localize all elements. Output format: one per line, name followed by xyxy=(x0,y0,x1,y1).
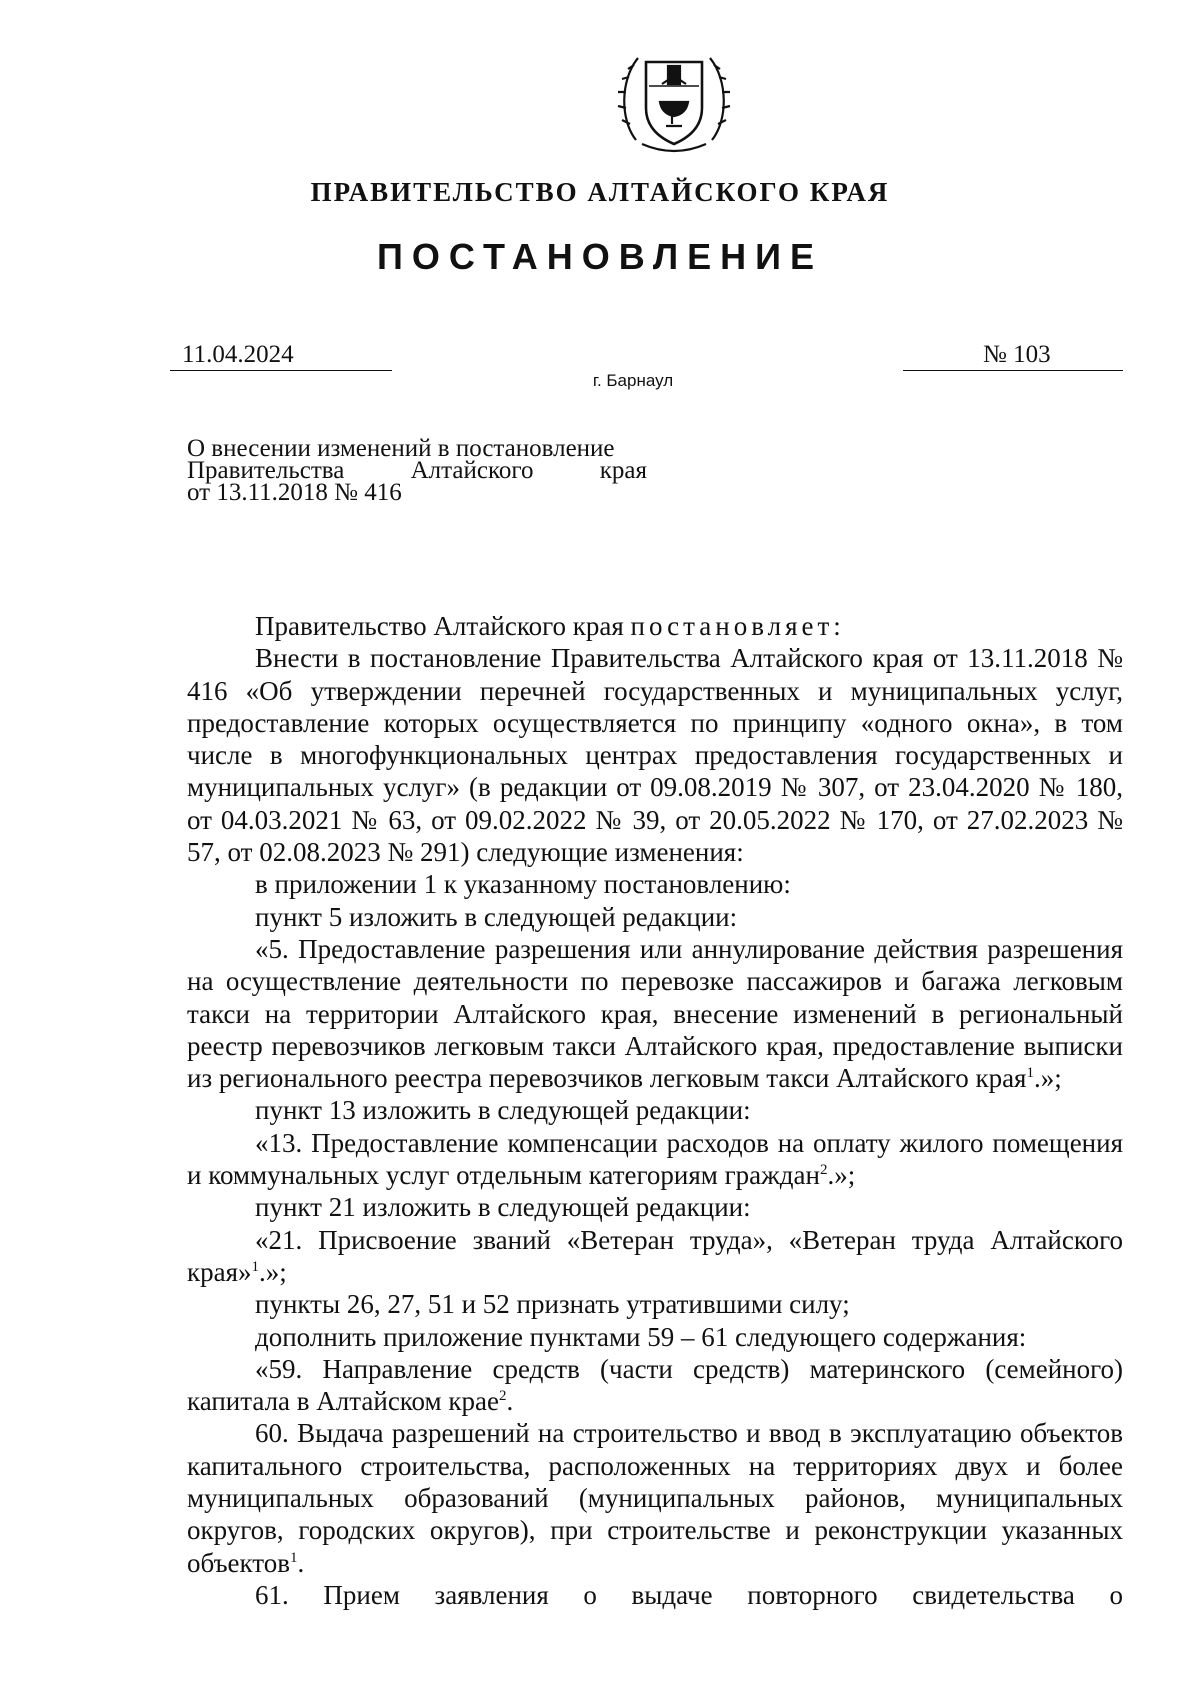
body-paragraph xyxy=(187,1353,1123,1418)
paragraph-text: «21. Присвоение званий «Ветеран труда», «Ветеран труда Алтайского края» xyxy=(187,1224,1123,1287)
body-paragraph xyxy=(187,610,1123,642)
paragraph-text: «13. Предоставление компенсации расходов на оплату жилого помещения и коммунальных услуг отдельным категориям граждан xyxy=(187,1127,1123,1191)
coat-of-arms-emblem xyxy=(616,40,732,160)
paragraph-text: «5. Предоставление разрешения или аннулирование действия разрешения на осуществление деятельности по перевозке пассажиров и багажа легковым такси на территории Алтайского края, внесение изменений в региональный реестр перевозчиков легковым такси Алтайского края, предоставление выписки из регионального реестра перевозчиков легковым такси Алтайского края xyxy=(187,933,1123,1094)
paragraph-text: . xyxy=(506,1386,514,1417)
body-paragraph: пункт 13 изложить в следующей редакции: xyxy=(255,1095,751,1126)
document-date: 11.04.2024 xyxy=(170,341,392,371)
body-paragraph xyxy=(187,1127,1123,1192)
subject-line: от 13.11.2018 № 416 xyxy=(187,479,402,506)
document-city: г. Барнаул xyxy=(592,371,674,390)
body-paragraph: пункт 5 изложить в следующей редакции: xyxy=(255,901,738,932)
document-number: № 103 xyxy=(903,341,1123,371)
paragraph-text: .»; xyxy=(259,1256,287,1287)
body-paragraph: дополнить приложение пунктами 59 – 61 следующего содержания: xyxy=(255,1321,1027,1352)
body-paragraph: пункты 26, 27, 51 и 52 признать утратившими силу; xyxy=(255,1289,850,1320)
body-paragraph xyxy=(187,1224,1123,1289)
paragraph-text: 60. Выдача разрешений на строительство и ввод в эксплуатацию объектов капитального строительства, расположенных на территориях двух и более муниципальных образований (муниципальных районов, муниципальных округов, городских округов), при строительстве и реконструкции указанных объектов xyxy=(187,1418,1123,1578)
footnote-mark: 2 xyxy=(819,1162,828,1179)
footnote-mark: 1 xyxy=(289,1549,298,1566)
body-paragraph: в приложении 1 к указанному постановлению: xyxy=(255,869,791,900)
organization-name: ПРАВИТЕЛЬСТВО АЛТАЙСКОГО КРАЯ xyxy=(310,177,890,207)
subject-line: О внесении изменений в постановление xyxy=(187,435,615,462)
body-paragraph xyxy=(187,1417,1123,1578)
document-body xyxy=(187,610,1123,1611)
paragraph-text: «59. Направление средств (части средств) материнского (семейного) капитала в Алтайском крае xyxy=(187,1353,1123,1417)
paragraph-text: .»; xyxy=(1033,1063,1062,1094)
paragraph-text: .»; xyxy=(827,1160,856,1191)
document-subject xyxy=(187,435,647,506)
footnote-mark: 1 xyxy=(251,1258,260,1275)
paragraph-text: Правительство Алтайского края xyxy=(255,611,631,641)
body-paragraph xyxy=(187,933,1123,1094)
body-paragraph: 61. Прием заявления о выдаче повторного свидетельства о xyxy=(255,1579,1123,1610)
footnote-mark: 2 xyxy=(498,1388,507,1405)
footnote-mark: 1 xyxy=(1026,1065,1034,1082)
document-type-title: ПОСТАНОВЛЕНИЕ xyxy=(377,236,823,277)
body-paragraph: Внести в постановление Правительства Алтайского края от 13.11.2018 № 416 «Об утверждении перечней государственных и муниципальных услуг, предоставление которых осуществляется по принципу «одного окна», в том числе в многофункциональных центрах предоставления государственных и муниципальных услуг» (в редакции от 09.08.2019 № 307, от 23.04.2020 № 180, от 04.03.2021 № 63, от 09.02.2022 № 39, от 20.05.2022 № 170, от 27.02.2023 № 57, от 02.08.2023 № 291) следующие изменения: xyxy=(187,643,1123,868)
paragraph-text: . xyxy=(297,1547,305,1578)
subject-line: Правительства Алтайского края xyxy=(187,457,647,484)
resolution-word: постановляет: xyxy=(630,611,845,641)
body-paragraph: пункт 21 изложить в следующей редакции: xyxy=(255,1192,751,1223)
